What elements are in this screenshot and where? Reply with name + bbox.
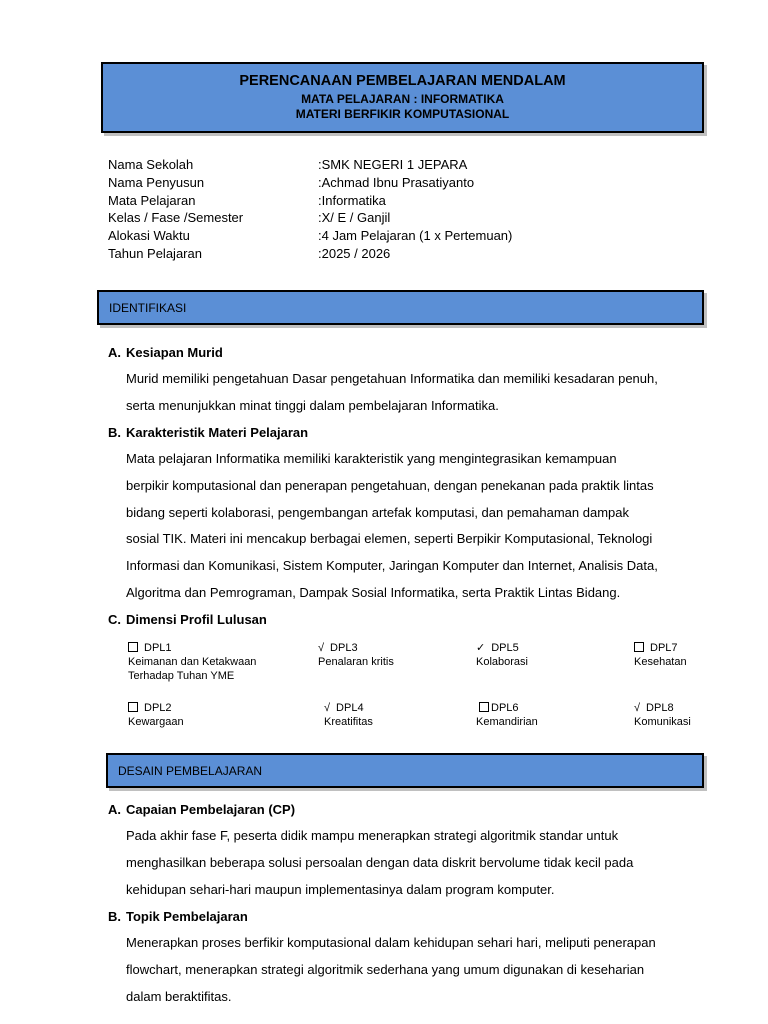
dpl-desc: Penalaran kritis: [318, 656, 394, 668]
dpl-item: [634, 641, 744, 669]
dpl-code: DPL3: [330, 642, 358, 654]
topik-paragraph: [126, 930, 705, 1010]
kesiapan-paragraph: [126, 366, 705, 420]
dpl-code: DPL5: [491, 642, 519, 654]
dpl-code: DPL1: [144, 642, 172, 654]
dpl-desc: Kolaborasi: [476, 656, 528, 668]
heading-kesiapan: [108, 345, 223, 360]
info-row: [108, 174, 512, 192]
info-row: [108, 156, 512, 174]
heading-text: Topik Pembelajaran: [126, 909, 248, 924]
dpl-item: [128, 641, 278, 683]
heading-text: Karakteristik Materi Pelajaran: [126, 425, 309, 440]
info-label: Nama Sekolah: [108, 157, 194, 172]
checkbox-empty-icon: [479, 702, 489, 712]
info-value: :X/ E / Ganjil: [318, 210, 391, 226]
dpl-item: [634, 701, 744, 729]
check-icon: √: [324, 702, 331, 714]
dpl-desc: Kesehatan: [634, 656, 687, 668]
heading-text: Capaian Pembelajaran (CP): [126, 802, 296, 817]
info-value: :4 Jam Pelajaran (1 x Pertemuan): [318, 228, 513, 244]
dpl-code: DPL2: [144, 702, 172, 714]
paragraph-line: berpikir komputasional dan penerapan pengetahuan, dengan penekanan pada praktik lintas: [126, 477, 654, 493]
paragraph-line: Informasi dan Komunikasi, Sistem Komputer, Jaringan Komputer dan Internet, Analisis Data,: [126, 558, 658, 574]
heading-text: Dimensi Profil Lulusan: [126, 612, 267, 627]
info-label: Kelas / Fase /Semester: [108, 210, 244, 226]
paragraph-line: Mata pelajaran Informatika memiliki karakteristik yang mengintegrasikan kemampuan: [126, 451, 617, 466]
paragraph-line: sosial TIK. Materi ini mencakup berbagai elemen, seperti Berpikir Komputasional, Teknologi: [126, 531, 653, 547]
heading-capaian: [108, 802, 295, 817]
dpl-desc: Komunikasi: [634, 716, 691, 728]
karakteristik-paragraph: [126, 446, 705, 607]
dpl-item: [476, 701, 629, 729]
info-row: [108, 192, 512, 210]
info-value: :Achmad Ibnu Prasatiyanto: [318, 174, 475, 190]
paragraph-line: dalam beraktifitas.: [126, 988, 232, 1004]
info-row: [108, 209, 512, 227]
desain-title: DESAIN PEMBELAJARAN: [118, 763, 263, 778]
heading-number: B.: [108, 909, 121, 924]
dpl-item: [324, 701, 474, 729]
paragraph-line: menghasilkan beberapa solusi persoalan dengan data diskrit bervolume tidak kecil pada: [126, 854, 634, 870]
info-row: [108, 227, 512, 245]
dpl-desc-2: Terhadap Tuhan YME: [128, 670, 235, 682]
dpl-desc: Kewargaan: [128, 716, 184, 728]
heading-topik: [108, 909, 248, 924]
dpl-desc: Kemandirian: [476, 716, 538, 728]
paragraph-line: serta menunjukkan minat tinggi dalam pembelajaran Informatika.: [126, 397, 499, 413]
check-icon: √: [634, 702, 641, 714]
paragraph-line: bidang seperti kolaborasi, pengembangan artefak komputasi, dan pemahaman dampak: [126, 504, 629, 520]
checkbox-empty-icon: [128, 702, 138, 712]
heading-number: A.: [108, 802, 121, 817]
heading-number: B.: [108, 425, 121, 440]
document-title: PERENCANAAN PEMBELAJARAN MENDALAM: [239, 73, 566, 89]
info-value: :SMK NEGERI 1 JEPARA: [318, 157, 468, 172]
dpl-item: [476, 641, 626, 669]
paragraph-line: Menerapkan proses berfikir komputasional dalam kehidupan sehari hari, meliputi penerapan: [126, 935, 656, 950]
info-label: Nama Penyusun: [108, 174, 205, 190]
dpl-desc: Kreatifitas: [324, 716, 373, 728]
info-value: :Informatika: [318, 192, 386, 208]
dpl-code: DPL8: [646, 702, 674, 714]
heading-karakteristik: [108, 425, 308, 440]
dpl-desc: Keimanan dan Ketakwaan: [128, 656, 257, 668]
info-row: [108, 245, 512, 263]
heading-number: A.: [108, 345, 121, 360]
info-table: [108, 156, 512, 263]
capaian-paragraph: [126, 823, 705, 903]
desain-bar: [106, 753, 704, 788]
paragraph-line: Algoritma dan Pemrograman, Dampak Sosial Informatika, serta Praktik Lintas Bidang.: [126, 584, 621, 600]
paragraph-line: flowchart, menerapkan strategi algoritmik sederhana yang umum digunakan di keseharian: [126, 961, 645, 977]
checkbox-empty-icon: [128, 642, 138, 652]
dpl-code: DPL4: [336, 702, 364, 714]
document-header: [101, 62, 704, 133]
subject-line: MATA PELAJARAN : INFORMATIKA: [301, 92, 504, 106]
dpl-item: [128, 701, 278, 729]
info-label: Tahun Pelajaran: [108, 245, 202, 261]
heading-number: C.: [108, 612, 121, 627]
heading-text: Kesiapan Murid: [126, 345, 223, 360]
dpl-code: DPL7: [650, 642, 678, 654]
identifikasi-title: IDENTIFIKASI: [109, 300, 187, 315]
info-label: Mata Pelajaran: [108, 192, 196, 208]
material-line: MATERI BERFIKIR KOMPUTASIONAL: [295, 107, 510, 121]
dpl-item: [318, 641, 468, 669]
check-icon: ✓: [476, 642, 486, 654]
heading-dimensi: [108, 612, 267, 627]
dpl-code: DPL6: [491, 702, 519, 714]
checkbox-empty-icon: [634, 642, 644, 652]
paragraph-line: Pada akhir fase F, peserta didik mampu menerapkan strategi algoritmik standar untuk: [126, 828, 619, 843]
check-icon: √: [318, 642, 325, 654]
info-label: Alokasi Waktu: [108, 228, 190, 244]
paragraph-line: kehidupan sehari-hari maupun implementasinya dalam program komputer.: [126, 881, 555, 897]
paragraph-line: Murid memiliki pengetahuan Dasar pengetahuan Informatika dan memiliki kesadaran penuh,: [126, 371, 658, 386]
info-value: :2025 / 2026: [318, 245, 391, 261]
identifikasi-bar: [97, 290, 704, 325]
